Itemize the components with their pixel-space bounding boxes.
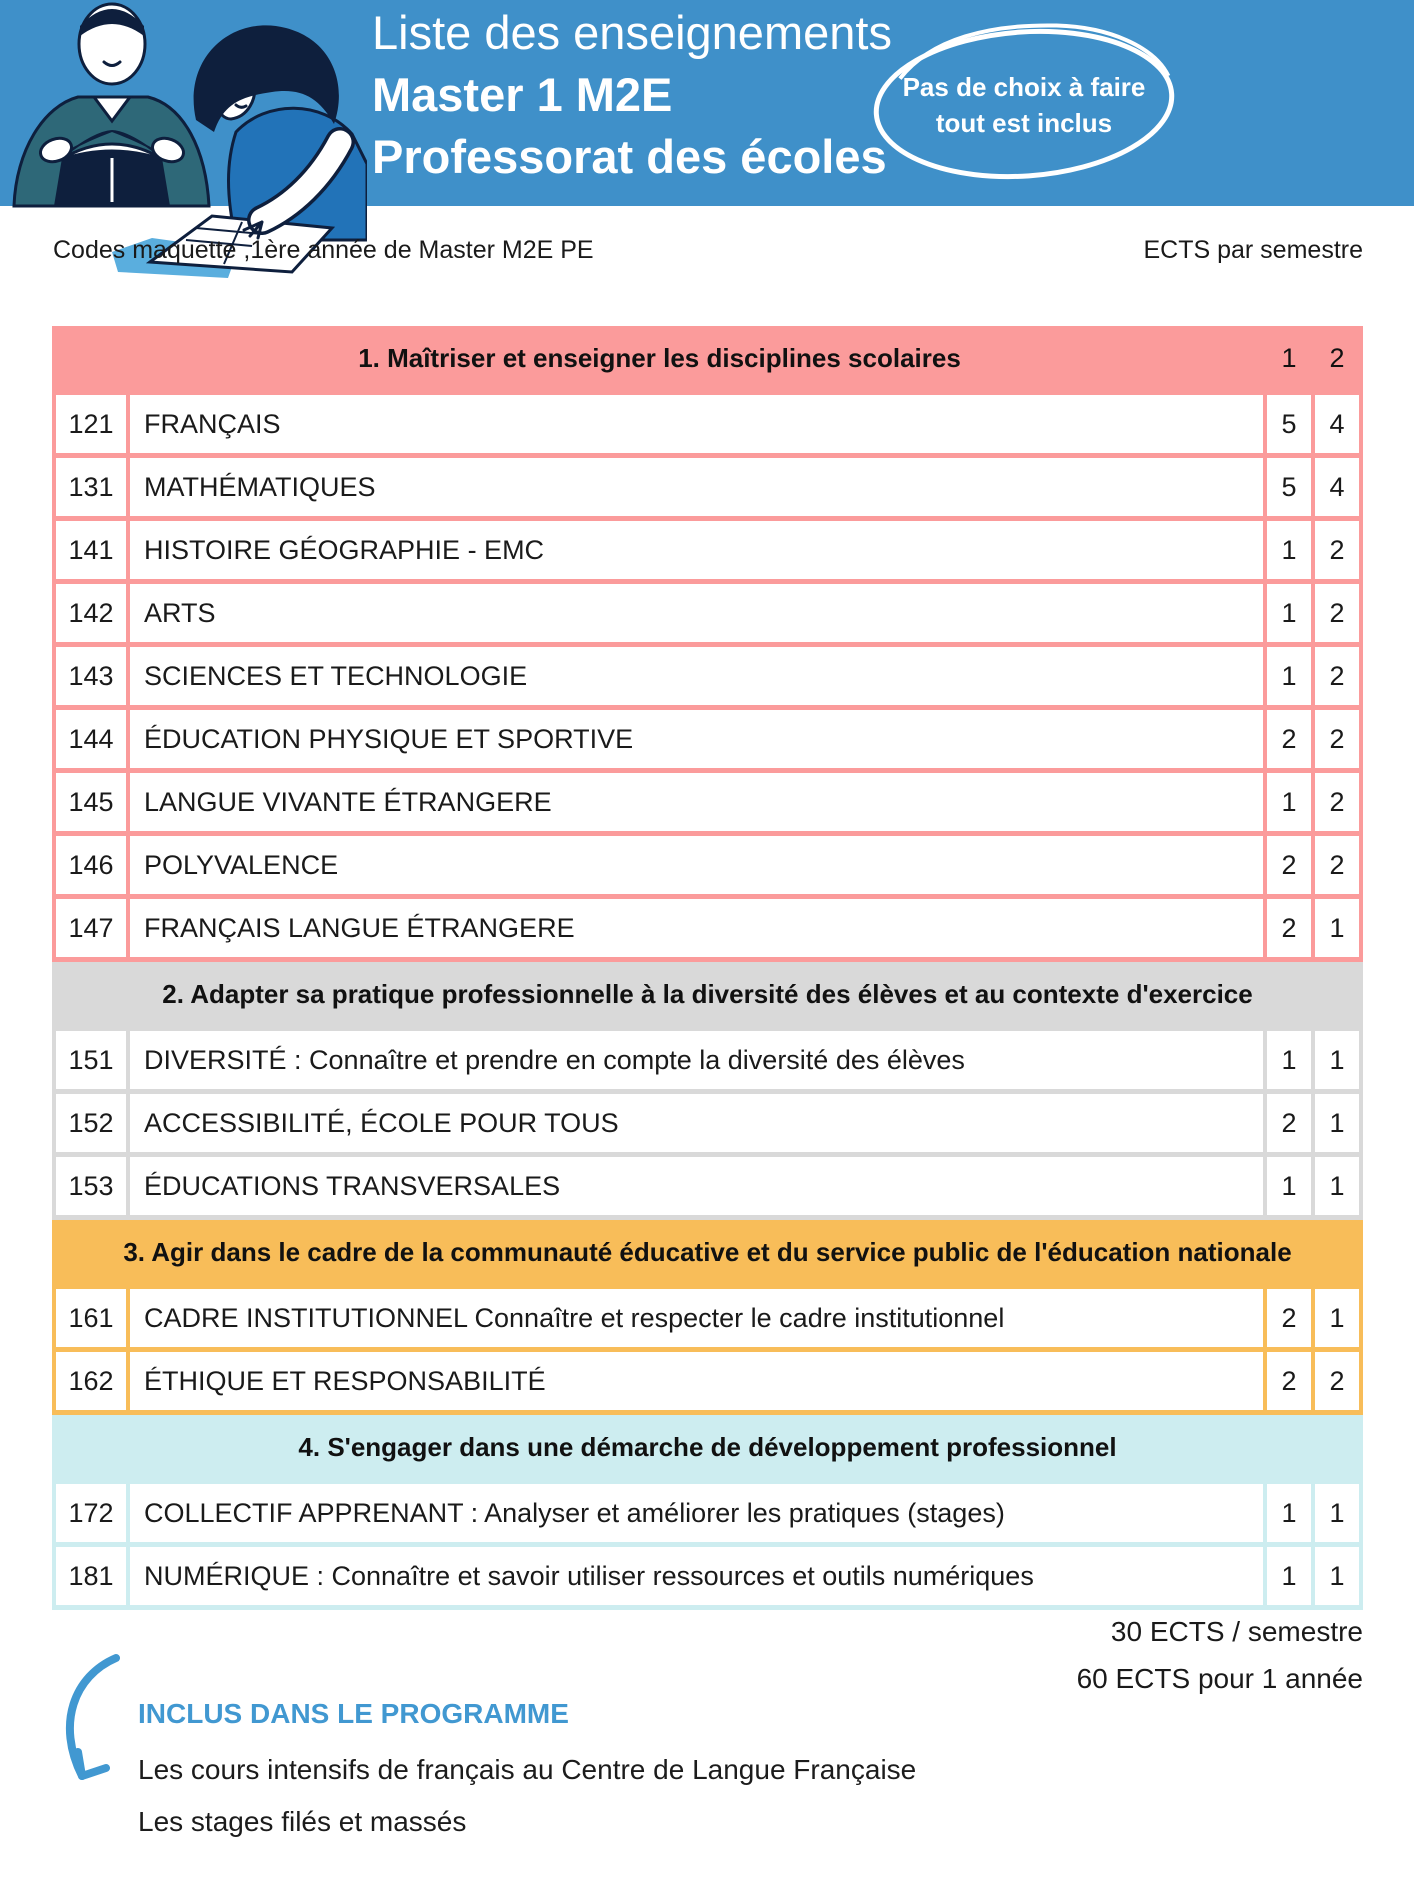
ects-semester-1: 1 — [1267, 521, 1311, 579]
course-row — [56, 1484, 1359, 1542]
course-row — [56, 836, 1359, 894]
course-row — [56, 1352, 1359, 1410]
course-row — [56, 458, 1359, 516]
ects-semester-2: 2 — [1315, 584, 1359, 642]
ects-semester-2: 1 — [1315, 1157, 1359, 1215]
ects-semester-2: 2 — [1315, 647, 1359, 705]
ects-semester-2: 1 — [1315, 1484, 1359, 1542]
course-name: ÉDUCATIONS TRANSVERSALES — [130, 1157, 1263, 1215]
course-name: SCIENCES ET TECHNOLOGIE — [130, 647, 1263, 705]
included-title: INCLUS DANS LE PROGRAMME — [138, 1698, 569, 1729]
ects-semester-1: 2 — [1267, 836, 1311, 894]
course-code: 131 — [56, 458, 126, 516]
ects-semester-1: 2 — [1267, 1094, 1311, 1152]
course-name: LANGUE VIVANTE ÉTRANGERE — [130, 773, 1263, 831]
course-section-2 — [52, 962, 1363, 1220]
page-title — [372, 2, 892, 188]
ects-semester-2: 1 — [1315, 1094, 1359, 1152]
curved-arrow-icon — [48, 1650, 138, 1810]
course-name: FRANÇAIS LANGUE ÉTRANGERE — [130, 899, 1263, 957]
course-name: CADRE INSTITUTIONNEL Connaître et respecter le cadre institutionnel — [130, 1289, 1263, 1347]
section-header — [52, 1220, 1363, 1284]
course-code: 153 — [56, 1157, 126, 1215]
course-code: 147 — [56, 899, 126, 957]
course-row — [56, 899, 1359, 957]
included-in-program — [48, 1650, 916, 1848]
course-code: 161 — [56, 1289, 126, 1347]
course-code: 145 — [56, 773, 126, 831]
course-code: 146 — [56, 836, 126, 894]
ects-semester-1: 1 — [1267, 773, 1311, 831]
course-row — [56, 1289, 1359, 1347]
ects-semester-2: 4 — [1315, 458, 1359, 516]
course-code: 162 — [56, 1352, 126, 1410]
course-code: 172 — [56, 1484, 126, 1542]
course-row — [56, 1157, 1359, 1215]
included-item-1: Les cours intensifs de français au Centre de Langue Française — [138, 1754, 917, 1785]
ects-semester-1: 2 — [1267, 1352, 1311, 1410]
title-line-1: Liste des enseignements — [372, 6, 892, 59]
title-line-3: Professorat des écoles — [372, 130, 887, 183]
section-header — [52, 326, 1363, 390]
ects-semester-2: 4 — [1315, 395, 1359, 453]
ects-per-semester-label: ECTS par semestre — [1143, 236, 1363, 264]
course-table — [52, 326, 1363, 1610]
section-header — [52, 962, 1363, 1026]
semester-column-label: 1 — [1281, 342, 1297, 373]
section-header — [52, 1415, 1363, 1479]
course-code: 142 — [56, 584, 126, 642]
course-code: 151 — [56, 1031, 126, 1089]
section-title: 2. Adapter sa pratique professionnelle à la diversité des élèves et au contexte d'exercice — [162, 978, 1253, 1009]
section-title: 1. Maîtriser et enseigner les disciplines scolaires — [358, 342, 961, 373]
course-row — [56, 1031, 1359, 1089]
ects-semester-1: 1 — [1267, 1484, 1311, 1542]
codes-maquette-label: Codes maquette ,1ère année de Master M2E PE — [53, 236, 594, 264]
course-row — [56, 1094, 1359, 1152]
section-title: 3. Agir dans le cadre de la communauté éducative et du service public de l'éducation nationale — [123, 1236, 1292, 1267]
ects-semester-1: 1 — [1267, 1157, 1311, 1215]
section-title: 4. S'engager dans une démarche de développement professionnel — [298, 1431, 1117, 1462]
course-name: COLLECTIF APPRENANT : Analyser et améliorer les pratiques (stages) — [130, 1484, 1263, 1542]
ects-semester-2: 2 — [1315, 1352, 1359, 1410]
course-row — [56, 710, 1359, 768]
ects-semester-1: 5 — [1267, 395, 1311, 453]
no-choice-badge — [866, 16, 1182, 190]
course-name: ÉDUCATION PHYSIQUE ET SPORTIVE — [130, 710, 1263, 768]
ects-semester-2: 1 — [1315, 1289, 1359, 1347]
course-row — [56, 647, 1359, 705]
subheader — [53, 236, 1363, 265]
total-per-semester: 30 ECTS / semestre — [1110, 1616, 1363, 1647]
course-name: ACCESSIBILITÉ, ÉCOLE POUR TOUS — [130, 1094, 1263, 1152]
course-code: 141 — [56, 521, 126, 579]
ects-semester-1: 5 — [1267, 458, 1311, 516]
course-row — [56, 395, 1359, 453]
badge-line-1: Pas de choix à faire — [902, 72, 1146, 102]
ects-semester-2: 2 — [1315, 710, 1359, 768]
ects-semester-2: 2 — [1315, 836, 1359, 894]
ects-semester-2: 1 — [1315, 1547, 1359, 1605]
course-row — [56, 584, 1359, 642]
course-section-3 — [52, 1220, 1363, 1415]
included-item-2: Les stages filés et massés — [138, 1806, 467, 1837]
ects-semester-1: 2 — [1267, 710, 1311, 768]
ects-semester-2: 1 — [1315, 899, 1359, 957]
course-code: 152 — [56, 1094, 126, 1152]
ects-semester-1: 2 — [1267, 1289, 1311, 1347]
course-section-1 — [52, 326, 1363, 962]
course-section-4 — [52, 1415, 1363, 1610]
course-name: FRANÇAIS — [130, 395, 1263, 453]
course-name: NUMÉRIQUE : Connaître et savoir utiliser ressources et outils numériques — [130, 1547, 1263, 1605]
semester-column-label: 2 — [1329, 342, 1345, 373]
ects-semester-1: 1 — [1267, 647, 1311, 705]
ects-semester-2: 1 — [1315, 1031, 1359, 1089]
course-row — [56, 773, 1359, 831]
course-code: 143 — [56, 647, 126, 705]
course-code: 181 — [56, 1547, 126, 1605]
ects-semester-2: 2 — [1315, 521, 1359, 579]
course-name: HISTOIRE GÉOGRAPHIE - EMC — [130, 521, 1263, 579]
course-code: 121 — [56, 395, 126, 453]
course-name: POLYVALENCE — [130, 836, 1263, 894]
ects-semester-1: 1 — [1267, 1031, 1311, 1089]
course-code: 144 — [56, 710, 126, 768]
total-per-year: 60 ECTS pour 1 année — [1076, 1663, 1363, 1694]
course-name: MATHÉMATIQUES — [130, 458, 1263, 516]
course-row — [56, 1547, 1359, 1605]
course-row — [56, 521, 1359, 579]
course-name: ARTS — [130, 584, 1263, 642]
badge-line-2: tout est inclus — [935, 108, 1113, 138]
title-line-2: Master 1 M2E — [372, 68, 673, 121]
course-name: ÉTHIQUE ET RESPONSABILITÉ — [130, 1352, 1263, 1410]
ects-semester-2: 2 — [1315, 773, 1359, 831]
ects-semester-1: 2 — [1267, 899, 1311, 957]
ects-semester-1: 1 — [1267, 1547, 1311, 1605]
ects-semester-1: 1 — [1267, 584, 1311, 642]
course-name: DIVERSITÉ : Connaître et prendre en compte la diversité des élèves — [130, 1031, 1263, 1089]
